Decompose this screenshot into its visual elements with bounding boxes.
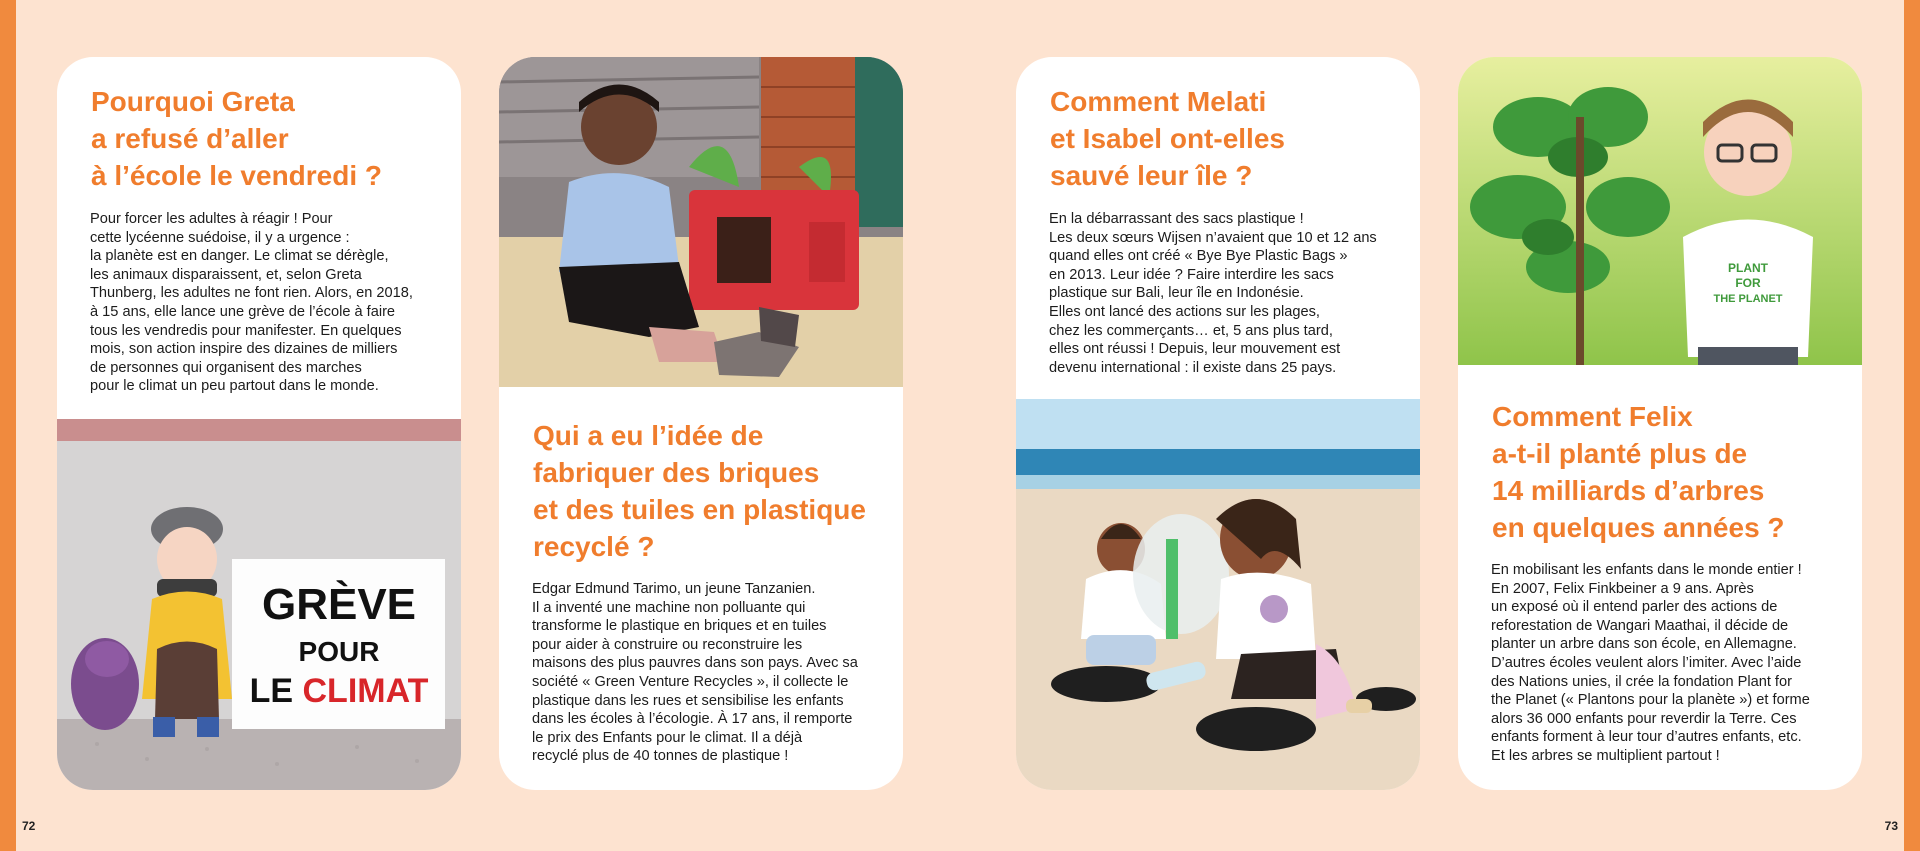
- card-felix: [1458, 57, 1862, 790]
- edgar-bricks-illustration: [499, 57, 903, 387]
- shirt-text-line3: THE PLANET: [1713, 293, 1783, 305]
- greta-strike-illustration: [57, 419, 461, 790]
- page-number-left: 72: [22, 819, 36, 833]
- card-title: Comment Felix a-t-il planté plus de 14 milliards d’arbres en quelques années ?: [1492, 401, 1785, 543]
- sign-text-line3b: CLIMAT: [302, 672, 429, 710]
- shirt-text-line2: FOR: [1735, 276, 1761, 290]
- felix-tree-illustration: [1458, 57, 1862, 365]
- beach-cleanup-illustration: [1016, 399, 1420, 790]
- page-number-right: 73: [1884, 819, 1898, 833]
- card-body: Pour forcer les adultes à réagir ! Pour cette lycéenne suédoise, il y a urgence : la planète est en danger. Le climat se dérègle, les animaux disparaissent, et, selon Greta Thunberg, les adultes ne font rien. Alors, en 2018, à 15 ans, elle lance une grève de l’école à faire tous les vendredis pour manifester. En quelques mois, son action inspire des dizaines de milliers de personnes qui organisent des marches pour le climat un peu partout dans le monde.: [90, 211, 413, 395]
- sign-text-line3a: LE: [249, 672, 303, 710]
- card-title: Pourquoi Greta a refusé d’aller à l’école le vendredi ?: [91, 86, 383, 191]
- card-title: Comment Melati et Isabel ont-elles sauvé leur île ?: [1050, 86, 1285, 191]
- card-edgar: [499, 57, 903, 790]
- shirt-text-line1: PLANT: [1728, 261, 1768, 275]
- left-page-edge: [0, 0, 16, 851]
- card-body: En la débarrassant des sacs plastique ! Les deux sœurs Wijsen n’avaient que 10 et 12 ans quand elles ont créé « Bye Bye Plastic Bags » en 2013. Leur idée ? Faire interdire les sacs plastique sur Bali, leur île en Indonésie. Elles ont lancé des actions sur les plages, chez les commerçants… et, 5 ans plus tard, elles ont réussi ! Depuis, leur mouvement est devenu international : il existe dans 25 pays.: [1049, 211, 1377, 376]
- card-title: Qui a eu l’idée de fabriquer des briques et des tuiles en plastique recyclé ?: [533, 420, 866, 562]
- card-greta: [57, 57, 461, 790]
- card-body: En mobilisant les enfants dans le monde entier ! En 2007, Felix Finkbeiner a 9 ans. Après un exposé où il entend parler des actions de reforestation de Wangari Maathai, il décide de planter un arbre dans son école, en Allemagne. D’autres écoles veulent alors l’imiter. Avec l’aide des Nations unies, il crée la fondation Plant for the Planet (« Plantons pour la planète ») et forme alors 36 000 enfants pour reverdir la Terre. Ces enfants forment à leur tour d’autres enfants, etc. Et les arbres se multiplient partout !: [1491, 562, 1810, 764]
- sign-text-line1: GRÈVE: [261, 580, 417, 629]
- svg-text:LE CLIMAT: [250, 672, 429, 710]
- card-body: Edgar Edmund Tarimo, un jeune Tanzanien. Il a inventé une machine non polluante qui transforme le plastique en briques et en tuiles pour aider à construire ou reconstruire les maisons des plus pauvres dans son pays. Avec sa société « Green Venture Recycles », il collecte le plastique dans les rues et sensibilise les enfants dans les écoles à l’écologie. À 17 ans, il remporte le prix des Enfants pour le climat. Il a déjà recyclé plus de 40 tonnes de plastique !: [532, 581, 858, 765]
- sign-text-line2: POUR: [298, 636, 380, 667]
- right-page-edge: [1904, 0, 1920, 851]
- card-melati-isabel: [1016, 57, 1420, 790]
